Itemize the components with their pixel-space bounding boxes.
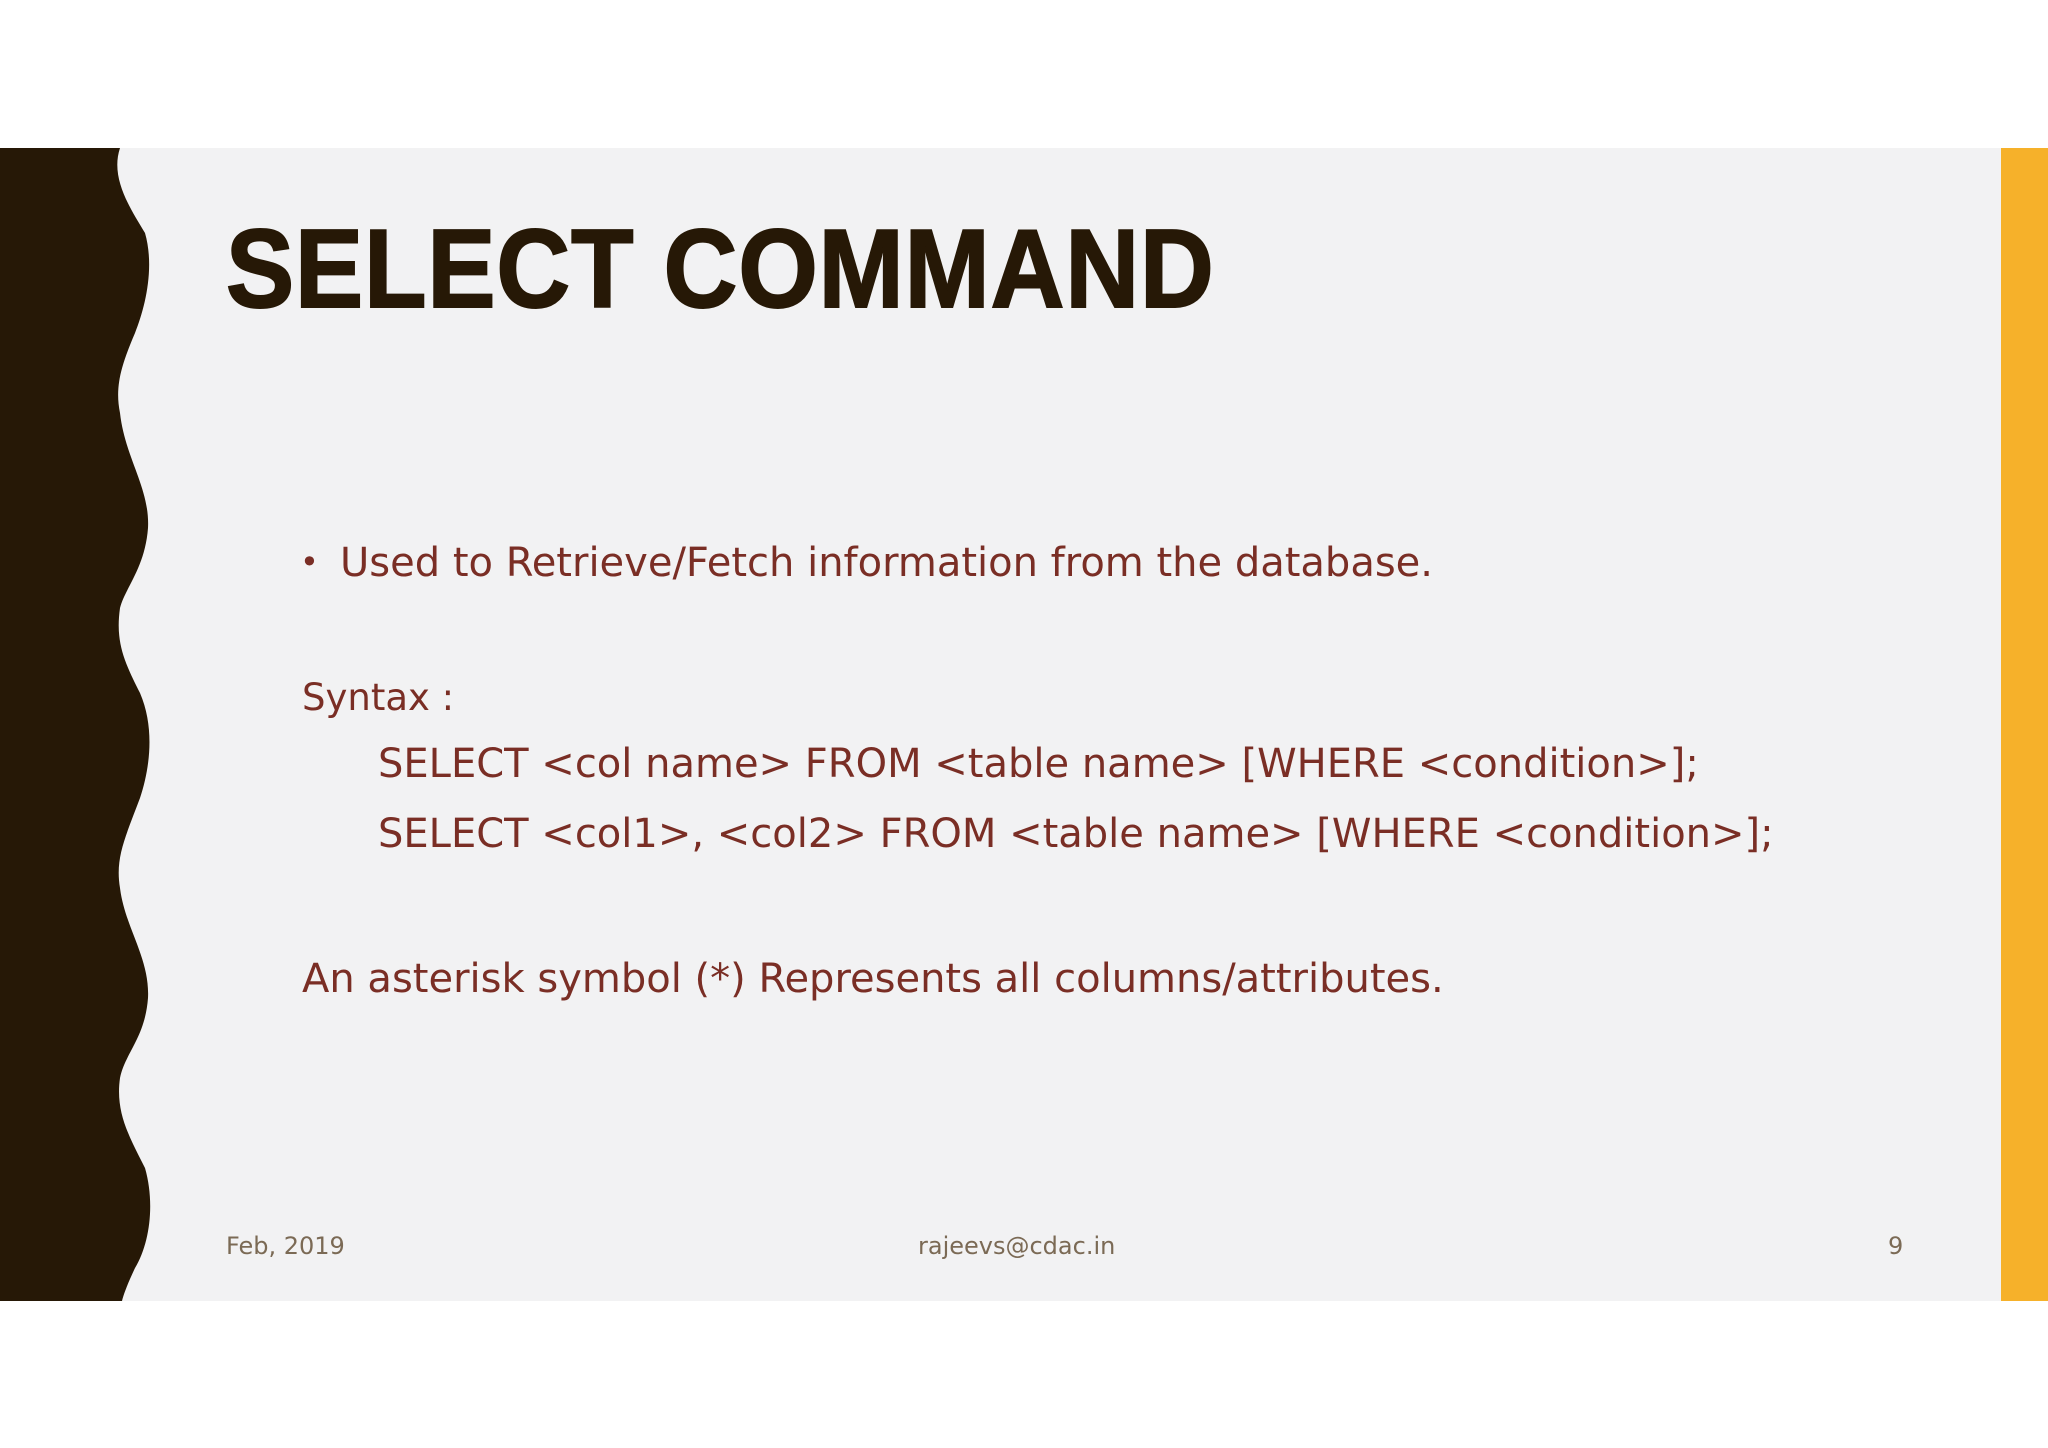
- footer-page-number: 9: [1888, 1232, 1904, 1260]
- wavy-left-border: [0, 148, 160, 1301]
- syntax-line: SELECT <col name> FROM <table name> [WHERE <condition>];: [378, 741, 1699, 787]
- slide: [0, 148, 2048, 1301]
- gold-accent-bar: [2001, 148, 2048, 1301]
- asterisk-note: An asterisk symbol (*) Represents all columns/attributes.: [302, 956, 1444, 1002]
- syntax-label: Syntax :: [302, 676, 455, 719]
- bullet-marker: •: [300, 543, 319, 581]
- bullet-text: Used to Retrieve/Fetch information from the database.: [340, 540, 1433, 586]
- footer-date: Feb, 2019: [226, 1232, 345, 1260]
- bullet-item: [300, 540, 1433, 586]
- syntax-line: SELECT <col1>, <col2> FROM <table name> [WHERE <condition>];: [378, 811, 1774, 857]
- slide-title: SELECT COMMAND: [226, 207, 1215, 331]
- footer-email: rajeevs@cdac.in: [918, 1232, 1116, 1260]
